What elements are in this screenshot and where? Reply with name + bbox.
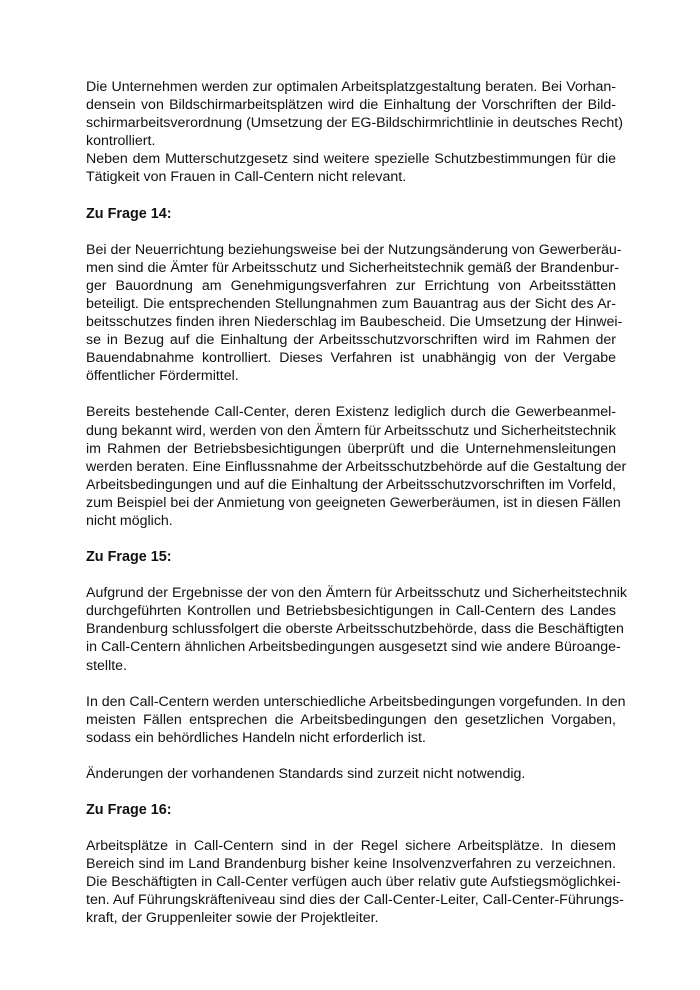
text-line: beitsschutzes finden ihren Niederschlag im Baubescheid. Die Umsetzung der Hinwei-: [86, 314, 623, 331]
text-line: Brandenburg schlussfolgert die oberste Arbeitsschutzbehörde, dass die Beschäftigten: [86, 621, 624, 638]
paragraph-intro: [86, 78, 623, 150]
text-line: Bereits bestehende Call-Center, deren Existenz lediglich durch die Gewerbeanmel-: [86, 404, 616, 421]
text-line: Bereich sind im Land Brandenburg bisher keine Insolvenzverfahren zu verzeichnen.: [86, 856, 616, 873]
text-line: nicht möglich.: [86, 512, 173, 529]
text-line: Arbeitsbedingungen und auf die Einhaltung der Arbeitsschutzvorschriften im Vorfeld,: [86, 476, 616, 493]
text-line: im Rahmen der Betriebsbesichtigungen überprüft und die Unternehmensleitungen: [86, 440, 616, 457]
text-line: Bei der Neuerrichtung beziehungsweise bei der Nutzungsänderung von Gewerberäu-: [86, 241, 622, 258]
paragraph-frage-16: [86, 837, 624, 927]
document-page: [86, 78, 628, 946]
text-line: schirmarbeitsverordnung (Umsetzung der EG-Bildschirmrichtlinie in deutsches Recht): [86, 115, 623, 132]
text-line: zum Beispiel bei der Anmietung von geeigneten Gewerberäumen, ist in diesen Fällen: [86, 494, 621, 511]
text-line: kontrolliert.: [86, 133, 156, 150]
text-line: se in Bezug auf die Einhaltung der Arbeitsschutzvorschriften wird im Rahmen der: [86, 332, 616, 349]
paragraph-frage-15-b: [86, 693, 626, 747]
paragraph-frage-14-b: [86, 403, 627, 530]
paragraph-frage-15-c: [86, 765, 616, 783]
text-line: in Call-Centern ähnlichen Arbeitsbedingungen ausgesetzt sind wie andere Büroange-: [86, 639, 621, 656]
text-line: ger Bauordnung am Genehmigungsverfahren zur Errichtung von Arbeitsstätten: [86, 277, 616, 294]
text-line: Aufgrund der Ergebnisse der von den Ämtern für Arbeitsschutz und Sicherheitstechnik: [86, 585, 628, 602]
paragraph-frage-14-a: [86, 241, 623, 386]
text-line: beteiligt. Die entsprechenden Stellungnahmen zum Bauantrag aus der Sicht des Ar-: [86, 295, 616, 312]
text-line: ten. Auf Führungskräfteniveau sind dies der Call-Center-Leiter, Call-Center-Führungs-: [86, 892, 624, 909]
paragraph-frage-15-a: [86, 584, 628, 674]
text-line: Die Beschäftigten in Call-Center verfügen auch über relativ gute Aufstiegsmöglichkei-: [86, 874, 621, 891]
text-line: durchgeführten Kontrollen und Betriebsbesichtigungen in Call-Centern des Landes: [86, 603, 616, 620]
text-line: densein von Bildschirmarbeitsplätzen wird die Einhaltung der Vorschriften der Bild-: [86, 97, 616, 114]
text-line: Bauendabnahme kontrolliert. Dieses Verfahren ist unabhängig von der Vergabe: [86, 350, 616, 367]
text-line: werden beraten. Eine Einflussnahme der Arbeitsschutzbehörde auf die Gestaltung der: [86, 458, 627, 475]
text-line: Arbeitsplätze in Call-Centern sind in der Regel sichere Arbeitsplätze. In diesem: [86, 838, 616, 855]
heading-frage-15: Zu Frage 15:: [86, 549, 172, 566]
text-line: Tätigkeit von Frauen in Call-Centern nicht relevant.: [86, 169, 407, 186]
text-line: stellte.: [86, 657, 128, 674]
text-line: men sind die Ämter für Arbeitsschutz und Sicherheitstechnik gemäß der Brandenbur-: [86, 259, 620, 276]
text-line: sodass ein behördliches Handeln nicht erforderlich ist.: [86, 729, 426, 746]
text-line: meisten Fällen entsprechen die Arbeitsbedingungen den gesetzlichen Vorgaben,: [86, 711, 616, 728]
text-line: kraft, der Gruppenleiter sowie der Projektleiter.: [86, 910, 379, 927]
text-line: Änderungen der vorhandenen Standards sind zurzeit nicht notwendig.: [86, 765, 526, 782]
heading-frage-16: Zu Frage 16:: [86, 802, 172, 818]
heading-frage-14: Zu Frage 14:: [86, 205, 172, 222]
text-line: In den Call-Centern werden unterschiedliche Arbeitsbedingungen vorgefunden. In den: [86, 693, 626, 710]
text-line: öffentlicher Fördermittel.: [86, 368, 239, 385]
text-line: dung bekannt wird, werden von den Ämtern für Arbeitsschutz und Sicherheitstechnik: [86, 422, 616, 439]
text-line: Neben dem Mutterschutzgesetz sind weitere spezielle Schutzbestimmungen für die: [86, 151, 616, 168]
paragraph-mutterschutz: [86, 150, 616, 186]
text-line: Die Unternehmen werden zur optimalen Arbeitsplatzgestaltung beraten. Bei Vorhan-: [86, 79, 616, 95]
